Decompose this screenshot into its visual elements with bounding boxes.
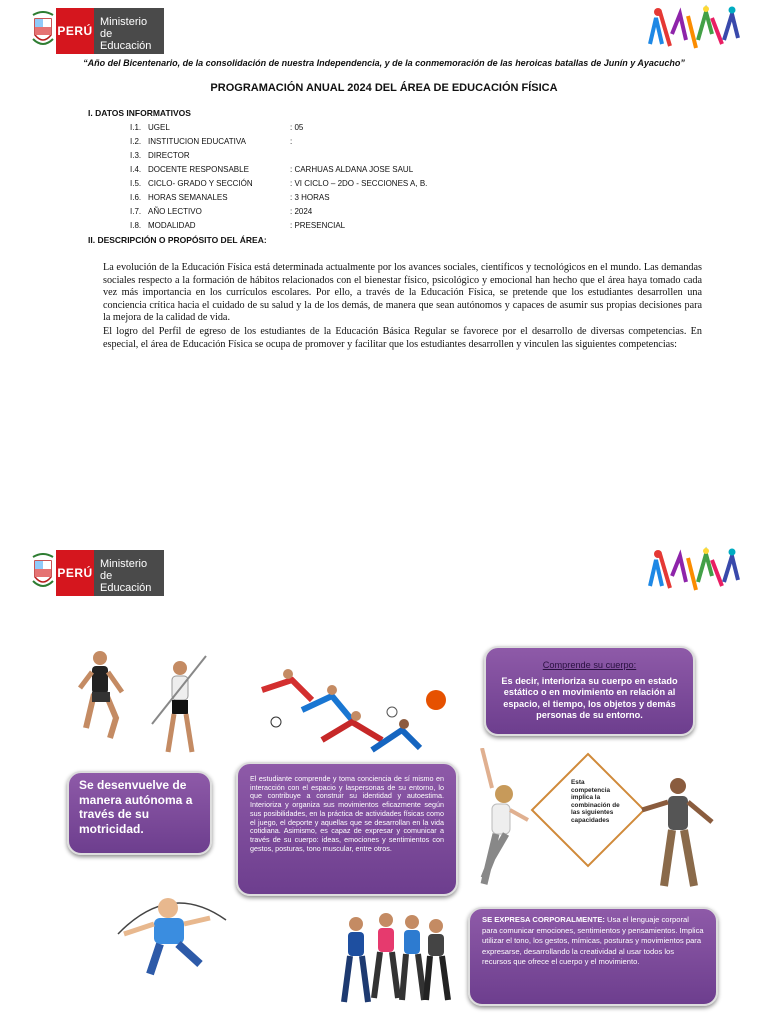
info-label: DOCENTE RESPONSABLE xyxy=(148,165,249,174)
info-value: : PRESENCIAL xyxy=(290,221,346,230)
athletes-illustration xyxy=(70,648,210,766)
section-1-heading: I. DATOS INFORMATIVOS xyxy=(88,108,191,118)
document-title: PROGRAMACIÓN ANUAL 2024 DEL ÁREA DE EDUCACIÓN FÍSICA xyxy=(210,82,558,94)
info-value: : 2024 xyxy=(290,207,313,216)
info-label: MODALIDAD xyxy=(148,221,196,230)
peru-label: PERÚ xyxy=(56,550,94,596)
ministry-name xyxy=(94,8,164,54)
coat-of-arms-icon xyxy=(30,8,56,54)
expresa-title: SE EXPRESA CORPORALMENTE: xyxy=(482,915,605,924)
description-paragraph-1: La evolución de la Educación Física está determinada actualmente por los avances sociales, científicos y tecnológicos en el mundo. Las demandas sociales respecto a la formación de hábitos relacionados con el bienestar físico, psicológico y emocional han hecho que el área haya tomado cada vez más importancia en los currículos escolares. Por ello, a través de la Educación Física, se pretende que los estudiantes desarrollen una conciencia crítica hacia el cuidado de su salud y la de los demás, de manera que sean autónomos y capaces de asumir sus propias decisiones para la mejora de la calidad de vida. xyxy=(103,262,702,324)
expresa-text: Usa el lenguaje corporal para comunicar emociones, sentimientos y pensamientos. Implica utilizar el tono, los gestos, mímicas, posturas y movimientos para expresarse, desarrollando la creatividad al usar todos los recursos que ofrece el cuerpo y el movimiento. xyxy=(482,915,704,967)
description-paragraph-2: El logro del Perfil de egreso de los estudiantes de la Educación Básica Regular se favorece por el desarrollo de diversas competencias. En especial, el área de Educación Física se ocupa de promover y facilitar que los estudiantes desarrollen y vinculen las siguientes competencias: xyxy=(103,326,702,350)
ministry-line-2: de Educación xyxy=(100,570,152,594)
info-num: I.2. xyxy=(130,137,142,146)
info-value: : xyxy=(290,137,293,146)
info-row xyxy=(130,151,290,164)
info-value: : 05 xyxy=(290,123,304,132)
info-row xyxy=(130,137,292,150)
dancer-girl-illustration xyxy=(462,748,530,888)
coat-of-arms-icon xyxy=(30,550,56,596)
desenvuelve-bubble: Se desenvuelve de manera autónoma a través de su motricidad. xyxy=(67,771,212,855)
info-num: I.6. xyxy=(130,193,142,202)
info-num: I.8. xyxy=(130,221,142,230)
info-num: I.3. xyxy=(130,151,142,160)
peru-label: PERÚ xyxy=(56,8,94,54)
year-motto: “Año del Bicentenario, de la consolidación de nuestra Independencia, y de la conmemoración de las heroicas batallas de Junín y Ayacucho” xyxy=(83,58,685,68)
comprende-bubble xyxy=(484,646,695,736)
minedu-logo-page-2 xyxy=(30,550,164,596)
info-value: : 3 HORAS xyxy=(290,193,330,202)
ministry-line-2: de Educación xyxy=(100,28,152,52)
info-num: I.1. xyxy=(130,123,142,132)
ministry-name xyxy=(94,550,164,596)
minedu-logo xyxy=(30,8,164,54)
info-label: HORAS SEMANALES xyxy=(148,193,228,202)
sports-collage-logo xyxy=(646,4,742,54)
info-label: DIRECTOR xyxy=(148,151,190,160)
expresa-bubble xyxy=(468,907,718,1006)
info-row xyxy=(130,123,303,136)
sports-collage-logo-page-2 xyxy=(646,546,742,596)
info-value: : VI CICLO – 2DO - SECCIONES A, B. xyxy=(290,179,428,188)
students-group-illustration xyxy=(326,906,456,1006)
diamond-text: Esta competencia implica la combinación de las siguientes capacidades xyxy=(571,779,620,824)
info-label: INSTITUCION EDUCATIVA xyxy=(148,137,246,146)
ministry-line-1: Ministerio xyxy=(100,16,148,28)
info-num: I.5. xyxy=(130,179,142,188)
info-label: AÑO LECTIVO xyxy=(148,207,202,216)
estudiante-bubble: El estudiante comprende y toma conciencia de sí mismo en interacción con el espacio y laspersonas de su entorno, lo que contribuye a construir su identidad y autoestima. Interioriza y organiza sus movimientos eficazmente según sus posibilidades, en la práctica de actividades físicas como el juego, el deporte y aquellas que se desarrollan en la vida cotidiana. Asimismo, es capaz de expresar y comunicar a través de su cuerpo: ideas, emociones y sentimientos con gestos, posturas, tono muscular, entre otros. xyxy=(236,762,458,896)
info-value: : CARHUAS ALDANA JOSE SAUL xyxy=(290,165,414,174)
info-row xyxy=(130,165,413,178)
jump-rope-boy-illustration xyxy=(110,890,234,980)
info-label: CICLO- GRADO Y SECCIÓN xyxy=(148,179,253,188)
man-pointing-illustration xyxy=(638,776,718,890)
info-num: I.7. xyxy=(130,207,142,216)
section-2-heading: II. DESCRIPCIÓN O PROPÓSITO DEL ÁREA: xyxy=(88,235,267,245)
info-row xyxy=(130,221,345,234)
info-row xyxy=(130,193,330,206)
sports-players-illustration xyxy=(252,660,452,760)
info-row xyxy=(130,179,427,192)
comprende-text: Es decir, interioriza su cuerpo en estado estático o en movimiento en relación al espacio, el tiempo, los objetos y demás personas de su entorno. xyxy=(501,675,678,720)
comprende-title: Comprende su cuerpo: xyxy=(542,660,637,670)
info-row xyxy=(130,207,312,220)
info-label: UGEL xyxy=(148,123,170,132)
ministry-line-1: Ministerio xyxy=(100,558,148,570)
info-num: I.4. xyxy=(130,165,142,174)
